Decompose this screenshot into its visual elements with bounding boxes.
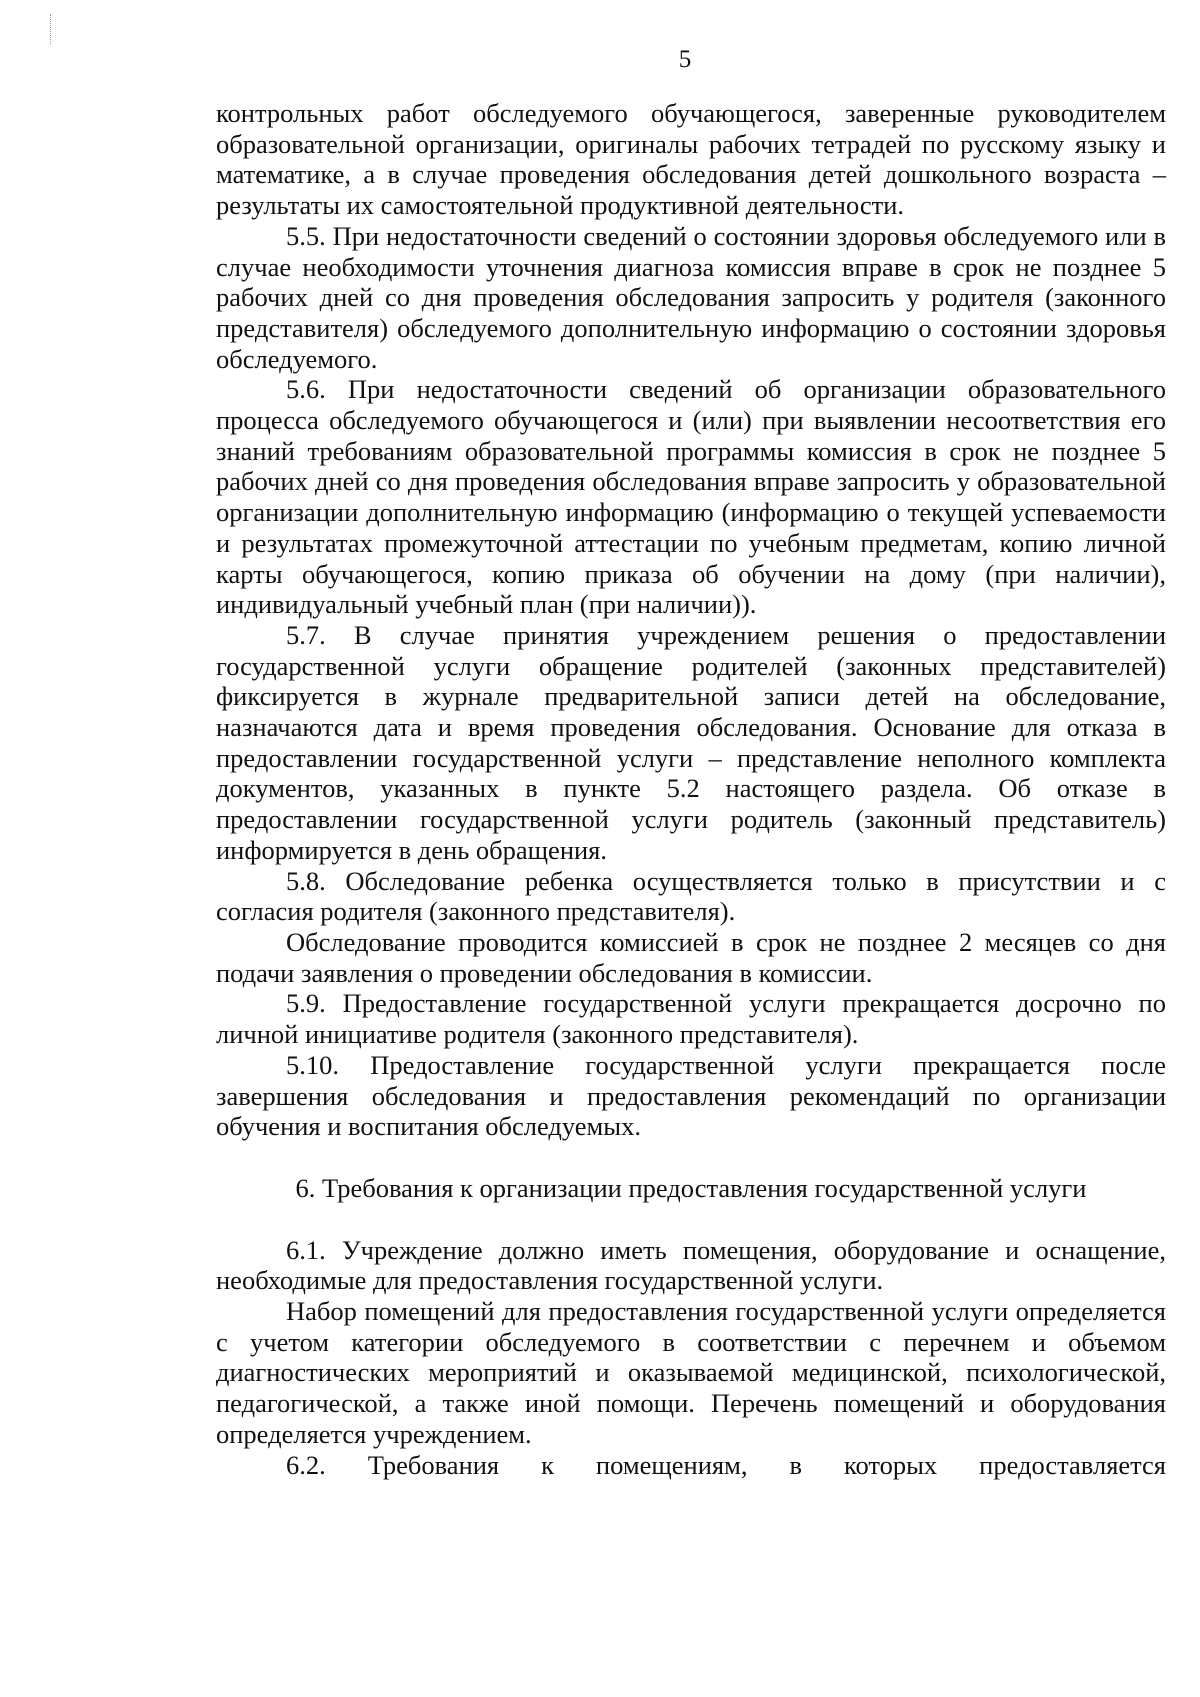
page-number: 5 — [678, 46, 692, 73]
paragraph-5-8: 5.8. Обследование ребенка осуществляется только в присутствии и с согласия родителя (законного представителя). — [216, 865, 1166, 927]
scan-margin-mark — [50, 14, 52, 44]
paragraph-continuation: контрольных работ обследуемого обучающегося, заверенные руководителем образовательной организации, оригиналы рабочих тетрадей по русскому языку и математике, а в случае проведения обследования детей дошкольного возраста – результаты их самостоятельной продуктивной деятельности. — [216, 98, 1166, 221]
paragraph-5-5: 5.5. При недостаточности сведений о состоянии здоровья обследуемого или в случае необходимости уточнения диагноза комиссия вправе в срок не позднее 5 рабочих дней со дня проведения обследования запросить у родителя (законного представителя) обследуемого дополнительную информацию о состоянии здоровья обследуемого. — [216, 220, 1166, 374]
paragraph-5-9: 5.9. Предоставление государственной услуги прекращается досрочно по личной инициативе родителя (законного представителя). — [216, 988, 1166, 1050]
document-body — [216, 98, 1166, 1480]
paragraph-6-2: 6.2. Требования к помещениям, в которых предоставляется — [286, 1449, 1166, 1480]
section-heading-6: 6. Требования к организации предоставления государственной услуги — [295, 1172, 1087, 1203]
paragraph-5-10: 5.10. Предоставление государственной услуги прекращается после завершения обследования и предоставления рекомендаций по организации обучения и воспитания обследуемых. — [216, 1049, 1166, 1142]
paragraph-5-6: 5.6. При недостаточности сведений об организации образовательного процесса обследуемого обучающегося и (или) при выявлении несоответствия его знаний требованиям образовательной программы комиссия в срок не позднее 5 рабочих дней со дня проведения обследования вправе запросить у образовательной организации дополнительную информацию (информацию о текущей успеваемости и результатах промежуточной аттестации по учебным предметам, копию личной карты обучающегося, копию приказа об обучении на дому (при наличии), индивидуальный учебный план (при наличии)). — [216, 374, 1166, 620]
paragraph-5-7: 5.7. В случае принятия учреждением решения о предоставлении государственной услуги обращение родителей (законных представителей) фиксируется в журнале предварительной записи детей на обследование, назначаются дата и время проведения обследования. Основание для отказа в предоставлении государственной услуги – представление неполного комплекта документов, указанных в пункте 5.2 настоящего раздела. Об отказе в предоставлении государственной услуги родитель (законный представитель) информируется в день обращения. — [216, 619, 1166, 865]
paragraph-5-8-term: Обследование проводится комиссией в срок не позднее 2 месяцев со дня подачи заявления о проведении обследования в комиссии. — [216, 926, 1166, 988]
paragraph-6-1: 6.1. Учреждение должно иметь помещения, оборудование и оснащение, необходимые для предоставления государственной услуги. — [216, 1234, 1166, 1296]
paragraph-6-1-rooms: Набор помещений для предоставления государственной услуги определяется с учетом категории обследуемого в соответствии с перечнем и объемом диагностических мероприятий и оказываемой медицинской, психологической, педагогической, а также иной помощи. Перечень помещений и оборудования определяется учреждением. — [216, 1296, 1166, 1449]
